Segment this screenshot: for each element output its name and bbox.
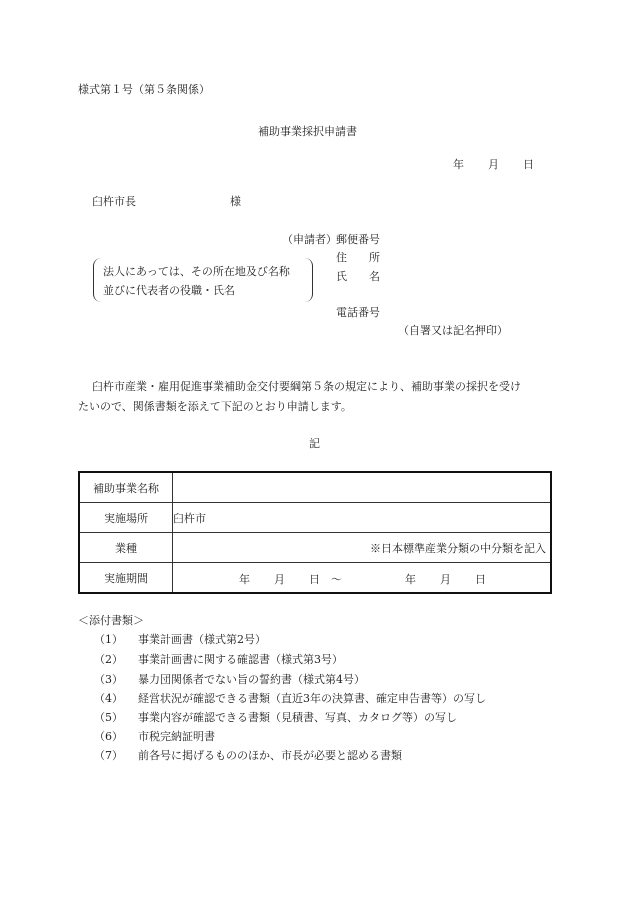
attachment-text: 市税完納証明書	[138, 730, 215, 743]
table-row	[79, 563, 551, 594]
application-table	[78, 471, 552, 594]
attachment-num: （6）	[94, 730, 123, 743]
phone-label: 電話番号	[336, 306, 380, 319]
table-row	[79, 533, 551, 563]
attachment-num: （5）	[94, 711, 123, 724]
corporate-note-line1: 法人にあっては、その所在地及び名称	[103, 265, 290, 278]
address-label: 住 所	[336, 251, 380, 264]
attachments-header: ＜添付書類＞	[78, 614, 144, 627]
attachment-num: （2）	[94, 653, 123, 666]
body-text-line2: たいので、関係書類を添えて下記のとおり申請します。	[78, 400, 352, 413]
attachment-text: 事業計画書に関する確認書（様式第3号）	[138, 653, 343, 666]
attachment-text: 事業計画書（様式第2号）	[138, 633, 266, 646]
ki-heading: 記	[309, 437, 320, 450]
name-label: 氏 名	[336, 270, 380, 283]
addressee-honorific: 様	[230, 195, 241, 208]
table-label-industry: 業種	[79, 533, 173, 563]
document-title: 補助事業採択申請書	[258, 125, 357, 138]
body-text-line1: 臼杵市産業・雇用促進事業補助金交付要綱第５条の規定により、補助事業の採択を受け	[92, 380, 521, 393]
period-month1: 月	[274, 573, 285, 586]
period-day1: 日 ～	[309, 573, 342, 586]
form-number: 様式第１号（第５条関係）	[78, 83, 210, 96]
date-month-label: 月	[488, 158, 499, 171]
table-row	[79, 503, 551, 533]
signature-note: （自署又は記名押印）	[398, 324, 508, 337]
table-label-project-name: 補助事業名称	[79, 472, 173, 503]
corporate-note-line2: 並びに代表者の役職・氏名	[103, 284, 235, 297]
project-name-field[interactable]	[173, 472, 552, 503]
period-day2: 日	[475, 573, 486, 586]
date-year-label: 年	[453, 158, 464, 171]
applicant-role-label: （申請者）	[282, 233, 337, 246]
addressee-name: 臼杵市長	[92, 195, 136, 208]
period-month2: 月	[440, 573, 451, 586]
industry-field[interactable]: ※日本標準産業分類の中分類を記入	[173, 533, 552, 563]
date-day-label: 日	[523, 158, 534, 171]
period-year1: 年	[239, 573, 250, 586]
period-field[interactable]	[173, 563, 552, 594]
attachment-text: 暴力団関係者でない旨の誓約書（様式第4号）	[138, 673, 365, 686]
table-label-period: 実施期間	[79, 563, 173, 594]
table-row	[79, 472, 551, 503]
attachment-text: 前各号に掲げるもののほか、市長が必要と認める書類	[138, 749, 402, 762]
location-field[interactable]: 臼杵市	[173, 503, 552, 533]
attachment-num: （4）	[94, 692, 123, 705]
attachment-num: （7）	[94, 749, 123, 762]
attachment-num: （1）	[94, 633, 123, 646]
attachment-text: 事業内容が確認できる書類（見積書、写真、カタログ等）の写し	[138, 711, 457, 724]
attachment-num: （3）	[94, 673, 123, 686]
period-year2: 年	[405, 573, 416, 586]
postal-code-label: 郵便番号	[336, 233, 380, 246]
table-label-location: 実施場所	[79, 503, 173, 533]
attachment-text: 経営状況が確認できる書類（直近3年の決算書、確定申告書等）の写し	[138, 692, 486, 705]
